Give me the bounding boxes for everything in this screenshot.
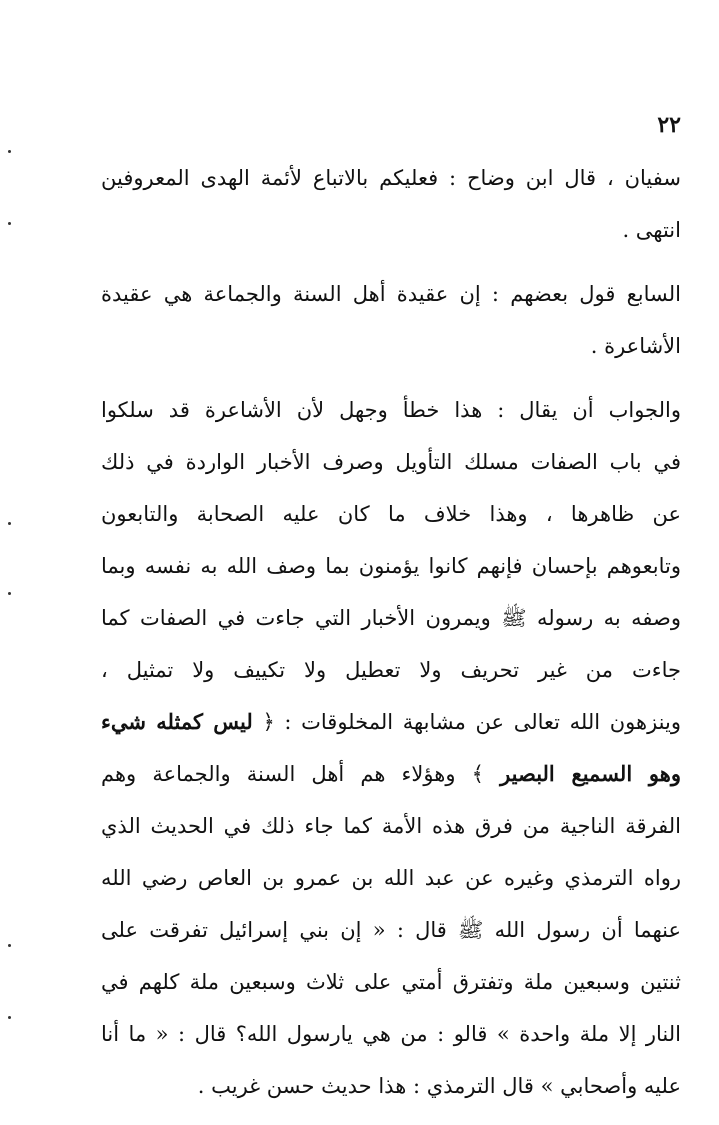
quran-verse: ليس كمثله شيء bbox=[101, 709, 253, 734]
text-line: عن ظاهرها ، وهذا خلاف ما كان عليه الصحابة والتابعون bbox=[101, 502, 681, 526]
text-line: انتهى . bbox=[622, 218, 681, 242]
scan-speck bbox=[8, 1016, 11, 1019]
scan-speck bbox=[8, 150, 11, 153]
text-line-with-verse bbox=[101, 748, 681, 800]
text-line: ثنتين وسبعين ملة وتفترق أمتي على ثلاث وسبعين ملة كلهم في bbox=[101, 970, 681, 994]
text-line: وتابعوهم بإحسان فإنهم كانوا يؤمنون بما وصف الله به نفسه وبما bbox=[101, 554, 681, 578]
page-number: ٢٢ bbox=[657, 112, 681, 138]
text-line: النار إلا ملة واحدة » قالو : من هي يارسول الله؟ قال : « ما أنا bbox=[101, 1022, 681, 1046]
text-line: جاءت من غير تحريف ولا تعطيل ولا تكييف ولا تمثيل ، bbox=[101, 658, 681, 682]
text-line: الفرقة الناجية من فرق هذه الأمة كما جاء ذلك في الحديث الذي bbox=[101, 814, 681, 838]
text-line: رواه الترمذي وغيره عن عبد الله بن عمرو بن العاص رضي الله bbox=[101, 866, 681, 890]
text-line: عنهما أن رسول الله ﷺ قال : « إن بني إسرائيل تفرقت على bbox=[101, 918, 681, 942]
text-segment: وينزهون الله تعالى عن مشابهة المخلوقات : ﴿ bbox=[262, 710, 681, 734]
scan-speck bbox=[8, 592, 11, 595]
scan-speck bbox=[8, 222, 11, 225]
text-line: الأشاعرة . bbox=[590, 334, 681, 358]
text-line: والجواب أن يقال : هذا خطأ وجهل لأن الأشاعرة قد سلكوا bbox=[101, 398, 681, 422]
text-line: عليه وأصحابي » قال الترمذي : هذا حديث حسن غريب . bbox=[197, 1074, 681, 1098]
quran-verse: وهو السميع البصير bbox=[500, 761, 681, 786]
scan-speck bbox=[8, 944, 11, 947]
text-line: سفيان ، قال ابن وضاح : فعليكم بالاتباع لأئمة الهدى المعروفين bbox=[101, 166, 681, 190]
text-segment: ﴾ وهؤلاء هم أهل السنة والجماعة وهم bbox=[101, 762, 484, 786]
text-line: وصفه به رسوله ﷺ ويمرون الأخبار التي جاءت في الصفات كما bbox=[101, 606, 681, 630]
text-line: في باب الصفات مسلك التأويل وصرف الأخبار الواردة في ذلك bbox=[101, 450, 681, 474]
text-line-with-verse bbox=[101, 696, 681, 748]
body-text bbox=[101, 152, 681, 1112]
text-line: السابع قول بعضهم : إن عقيدة أهل السنة والجماعة هي عقيدة bbox=[101, 282, 681, 306]
scan-speck bbox=[8, 522, 11, 525]
